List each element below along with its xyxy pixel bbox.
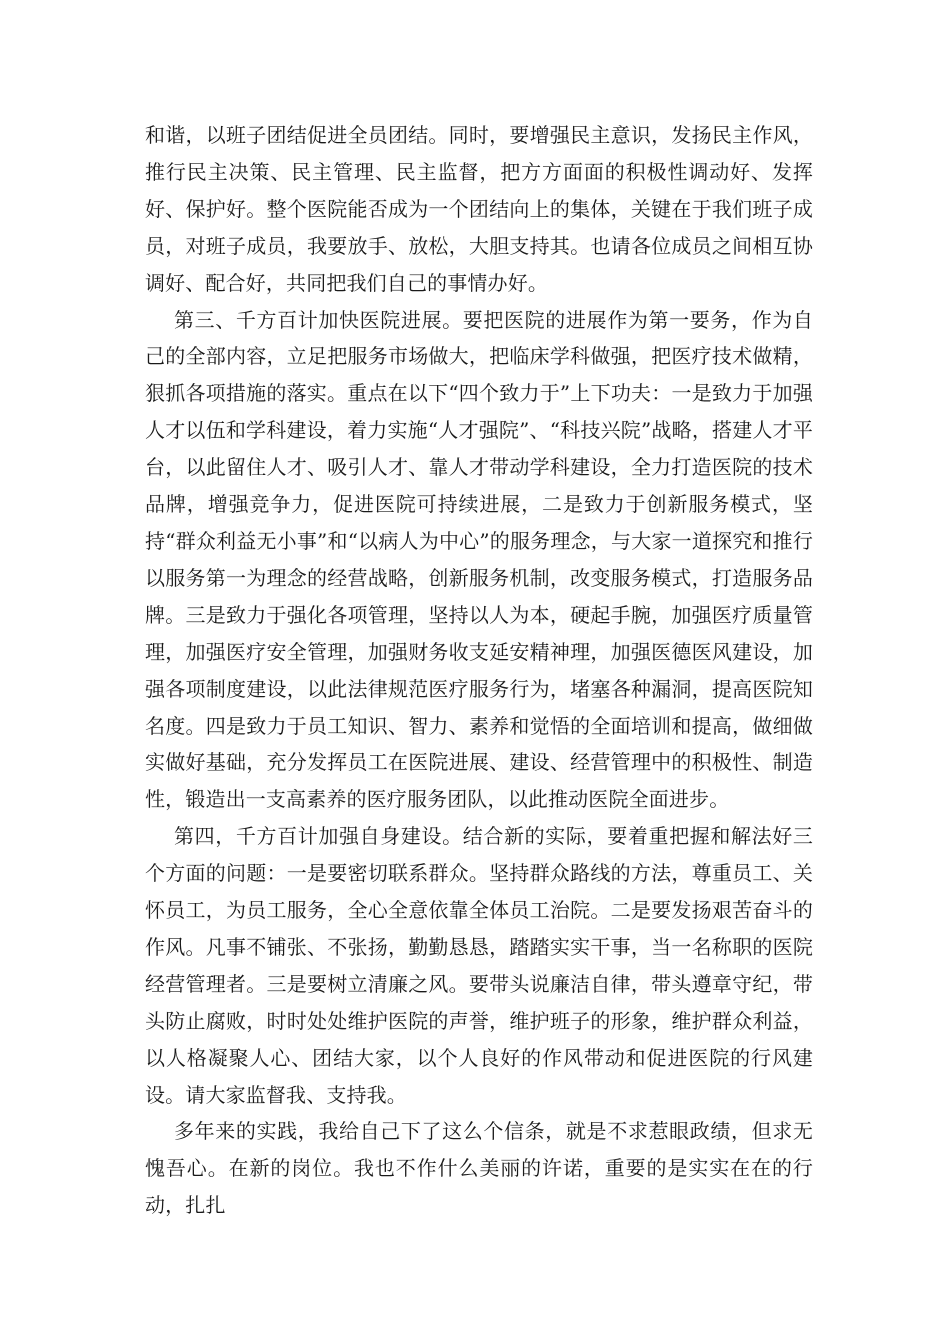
paragraph-third-point: 第三、千方百计加快医院进展。要把医院的进展作为第一要务，作为自己的全部内容，立足把服务市场做大，把临床学科做强，把医疗技术做精，狠抓各项措施的落实。重点在以下“四个致力于”上下功夫：一是致力于加强人才以伍和学科建设，着力实施“人才强院”、“科技兴院”战略，搭建人才平台，以此留住人才、吸引人才、靠人才带动学科建设，全力打造医院的技术品牌，增强竞争力，促进医院可持续进展，二是致力于创新服务模式，坚持“群众利益无小事”和“以病人为中心”的服务理念，与大家一道探究和推行以服务第一为理念的经营战略，创新服务机制，改变服务模式，打造服务品牌。三是致力于强化各项管理，坚持以人为本，硬起手腕，加强医疗质量管理，加强医疗安全管理，加强财务收支延安精神理，加强医德医风建设，加强各项制度建设，以此法律规范医疗服务行为，堵塞各种漏洞，提高医院知名度。四是致力于员工知识、智力、素养和觉悟的全面培训和提高，做细做实做好基础，充分发挥员工在医院进展、建设、经营管理中的积极性、制造性，锻造出一支高素养的医疗服务团队，以此推动医院全面进步。 (145, 307, 813, 812)
document-body (145, 117, 813, 1224)
paragraph-fourth-point: 第四，千方百计加强自身建设。结合新的实际，要着重把握和解法好三个方面的问题：一是要密切联系群众。坚持群众路线的方法，尊重员工、关怀员工，为员工服务，全心全意依靠全体员工治院。二是要发扬艰苦奋斗的作风。凡事不铺张、不张扬，勤勤恳恳，踏踏实实干事，当一名称职的医院经营管理者。三是要树立清廉之风。要带头说廉洁自律，带头遵章守纪，带头防止腐败，时时处处维护医院的声誉，维护班子的形象，维护群众利益，以人格凝聚人心、团结大家，以个人良好的作风带动和促进医院的行风建设。请大家监督我、支持我。 (145, 824, 813, 1107)
paragraph-closing: 多年来的实践，我给自己下了这么个信条，就是不求惹眼政绩，但求无愧吾心。在新的岗位。我也不作什么美丽的许诺，重要的是实实在在的行动，扎扎 (145, 1119, 813, 1218)
paragraph-continuation: 和谐，以班子团结促进全员团结。同时，要增强民主意识，发扬民主作风，推行民主决策、民主管理、民主监督，把方方面面的积极性调动好、发挥好、保护好。整个医院能否成为一个团结向上的集体，关键在于我们班子成员，对班子成员，我要放手、放松，大胆支持其。也请各位成员之间相互协调好、配合好，共同把我们自己的事情办好。 (145, 123, 813, 295)
